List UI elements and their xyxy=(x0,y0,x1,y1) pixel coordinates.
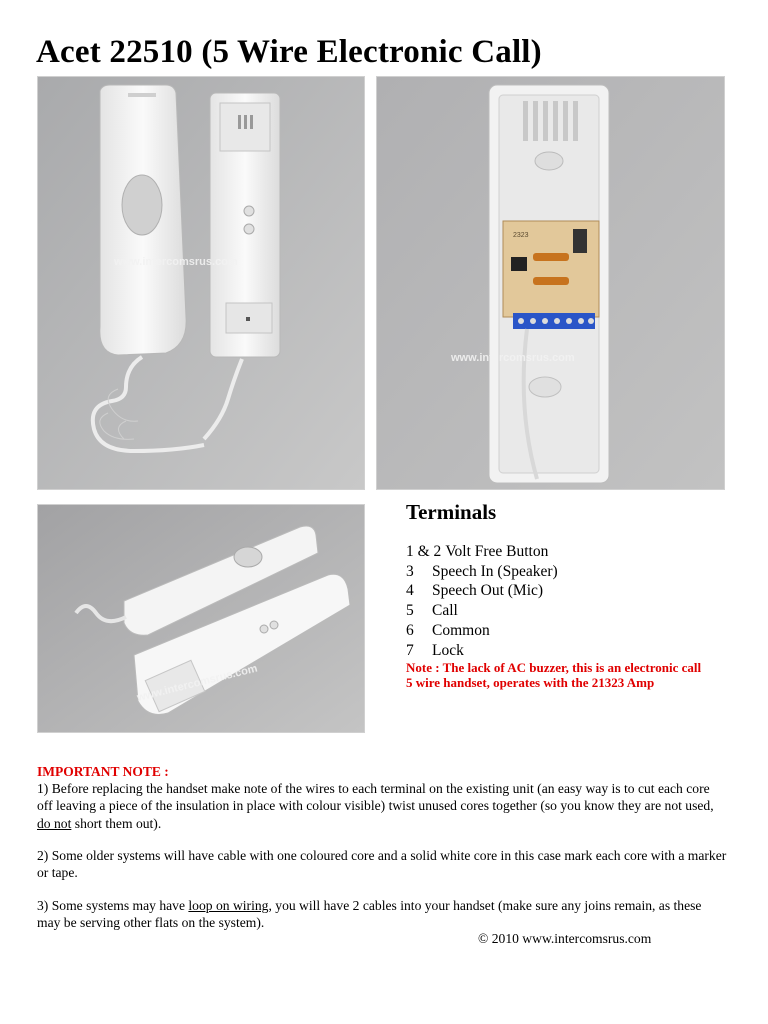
terminal-number: 1 & 2 xyxy=(406,543,442,560)
terminal-label: Call xyxy=(432,602,458,620)
page-title: Acet 22510 (5 Wire Electronic Call) xyxy=(36,34,542,70)
terminal-number: 3 xyxy=(406,562,414,580)
terminal-item xyxy=(406,581,558,601)
watermark-text: www.intercomsrus.com xyxy=(114,256,238,268)
terminal-label: Volt Free Button xyxy=(445,543,549,560)
photo-handset-internal xyxy=(376,76,725,490)
terminal-list xyxy=(406,542,558,660)
important-note-1 xyxy=(37,780,727,832)
terminal-item xyxy=(406,562,558,582)
important-note-3 xyxy=(37,897,727,932)
copyright-text: © 2010 www.intercomsrus.com xyxy=(478,931,652,946)
terminal-number: 4 xyxy=(406,582,414,600)
board-label: 2323 xyxy=(513,232,529,239)
terminals-heading: Terminals xyxy=(406,500,497,524)
important-note-heading: IMPORTANT NOTE : xyxy=(37,764,169,779)
terminal-label: Speech Out (Mic) xyxy=(432,582,544,600)
note-1-emphasis: do not xyxy=(37,815,72,831)
note-3-text-end: , you will have 2 cables into your handset (make sure any joins remain, as these may be serving other flats on the system). xyxy=(37,898,702,931)
note-1-text: 1) Before replacing the handset make note of the wires to each terminal on the existing unit (an easy way is to cut each core off leaving a piece of the insulation in place with colour visible) twist unused cores together (so you know they are not used, xyxy=(37,781,714,814)
amp-note: Note : The lack of AC buzzer, this is an electronic call 5 wire handset, operates with the 21323 Amp xyxy=(406,660,702,690)
note-1-text-end: short them out). xyxy=(71,815,162,831)
photo-handset-angled xyxy=(37,504,365,733)
terminal-label: Common xyxy=(432,621,490,639)
terminal-number: 7 xyxy=(406,641,414,659)
note-3-text: 3) Some systems may have xyxy=(37,898,189,913)
photo-handset-front xyxy=(37,76,365,490)
terminal-label: Speech In (Speaker) xyxy=(432,562,558,580)
terminal-item xyxy=(406,621,558,641)
note-3-emphasis: loop on wiring xyxy=(188,898,269,913)
terminal-number: 6 xyxy=(406,621,414,639)
terminal-label: Lock xyxy=(432,641,464,659)
terminal-number: 5 xyxy=(406,602,414,620)
terminal-item xyxy=(406,542,558,562)
watermark-text: www.intercomsrus.com xyxy=(451,352,575,364)
terminal-item xyxy=(406,641,558,661)
important-note-2: 2) Some older systems will have cable with one coloured core and a solid white core in this case mark each core with a marker or tape. xyxy=(37,848,727,881)
terminal-item xyxy=(406,601,558,621)
watermark-text: www.intercomsrus.com xyxy=(135,662,259,705)
